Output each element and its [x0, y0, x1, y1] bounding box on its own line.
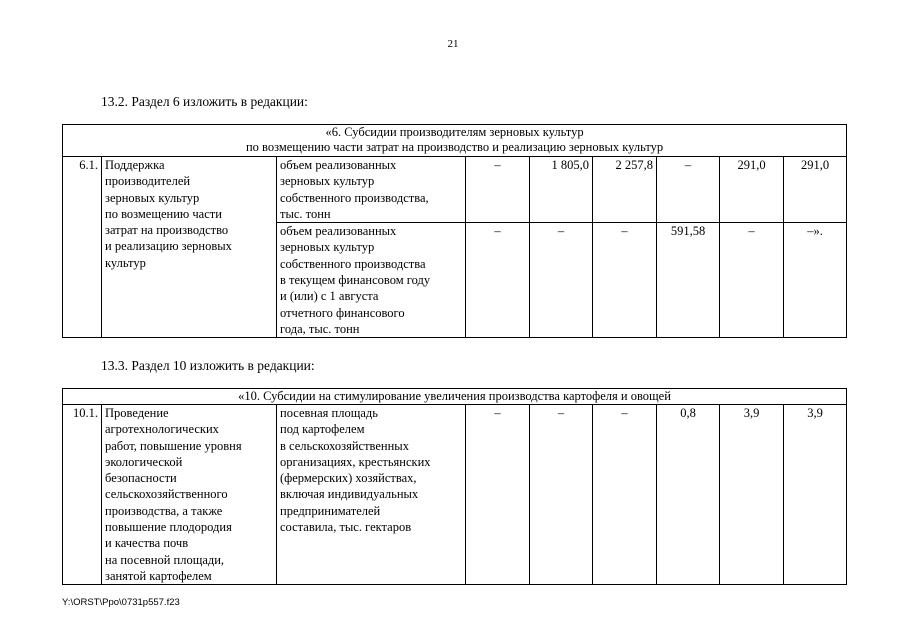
section-6-title-line2: по возмещению части затрат на производство и реализацию зерновых культур — [245, 140, 664, 154]
row-6-1-name: Поддержка производителей зерновых культур по возмещению части затрат на производство и реализацию зерновых культур — [102, 157, 277, 338]
section-10-title: «10. Субсидии на стимулирование увеличения производства картофеля и овощей — [63, 389, 847, 405]
indicator-1-value: 1 805,0 — [530, 157, 593, 223]
indicator-2-value: – — [593, 223, 657, 338]
paragraph-13-3: 13.3. Раздел 10 изложить в редакции: — [101, 358, 315, 373]
indicator-text: посевная площадь под картофелем в сельскохозяйственных организациях, крестьянских (фермерских) хозяйствах, включая индивидуальных предпринимателей составила, тыс. гектаров — [277, 405, 466, 585]
section-6-title — [63, 125, 847, 157]
section-6-table — [62, 124, 847, 338]
indicator-value: – — [466, 405, 530, 585]
paragraph-13-2: 13.2. Раздел 6 изложить в редакции: — [101, 94, 308, 109]
row-number-6-1: 6.1. — [63, 157, 102, 338]
indicator-1-value: 2 257,8 — [593, 157, 657, 223]
indicator-1-text: объем реализованных зерновых культур собственного производства, тыс. тонн — [277, 157, 466, 223]
indicator-value: 3,9 — [784, 405, 847, 585]
indicator-2-value: 591,58 — [657, 223, 720, 338]
indicator-2-value: –». — [784, 223, 847, 338]
indicator-1-value: – — [657, 157, 720, 223]
indicator-value: – — [593, 405, 657, 585]
indicator-2-text: объем реализованных зерновых культур собственного производства в текущем финансовом году и (или) с 1 августа отчетного финансового года, тыс. тонн — [277, 223, 466, 338]
section-6-title-line1: «6. Субсидии производителям зерновых культур — [325, 125, 584, 139]
row-10-1-name: Проведение агротехнологических работ, повышение уровня экологической безопасности сельскохозяйственного производства, а также повышение плодородия и качества почв на посевной площади, занятой картофелем — [102, 405, 277, 585]
indicator-value: – — [530, 405, 593, 585]
indicator-1-value: 291,0 — [784, 157, 847, 223]
indicator-value: 0,8 — [657, 405, 720, 585]
indicator-2-value: – — [466, 223, 530, 338]
indicator-value: 3,9 — [720, 405, 784, 585]
file-path-footer: Y:\ORST\Ppo\0731p557.f23 — [62, 597, 180, 608]
section-10-table — [62, 388, 847, 585]
indicator-2-value: – — [720, 223, 784, 338]
indicator-1-value: – — [466, 157, 530, 223]
indicator-1-value: 291,0 — [720, 157, 784, 223]
page-number: 21 — [447, 38, 459, 50]
indicator-2-value: – — [530, 223, 593, 338]
row-number-10-1: 10.1. — [63, 405, 102, 585]
